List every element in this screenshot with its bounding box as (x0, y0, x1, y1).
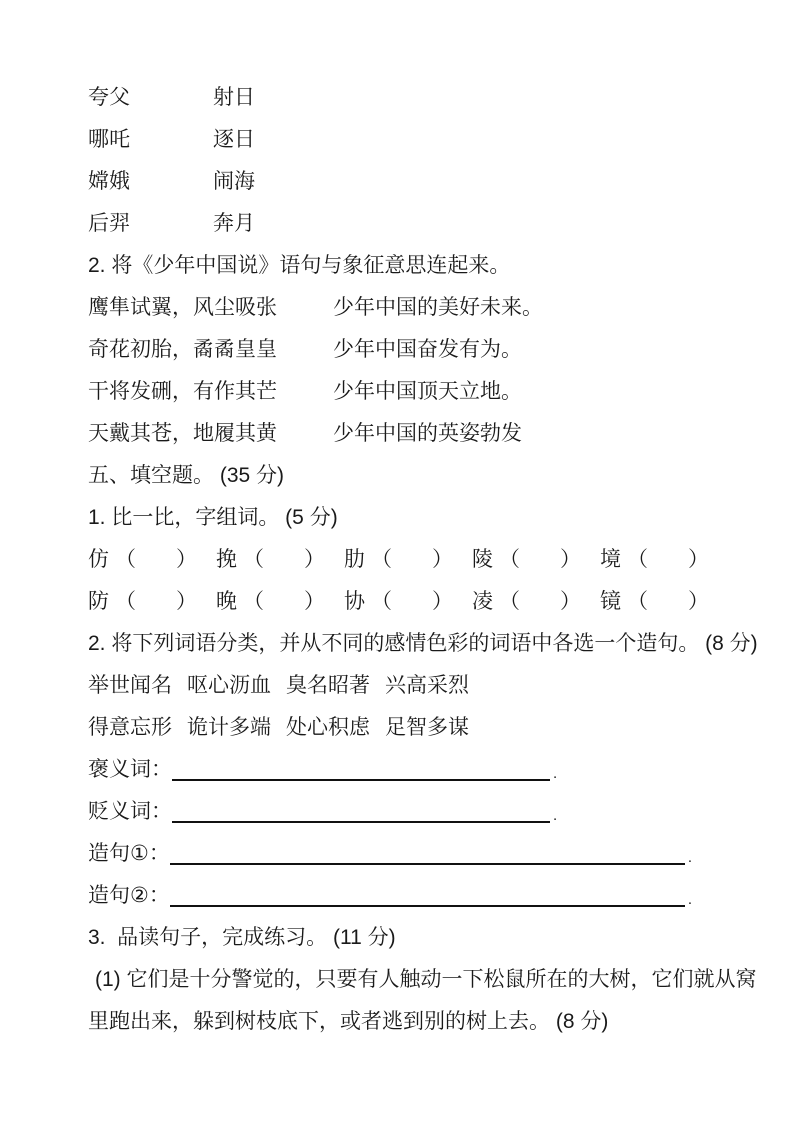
idiom-word: 足智多谋 (385, 715, 469, 739)
char-paren-group (472, 549, 581, 570)
compare-char: 防 (88, 589, 109, 613)
q5-3-heading: 3. 品读句子，完成练习。 (11 分) (88, 925, 396, 949)
char-paren-group (600, 549, 709, 570)
myth-match-row (88, 202, 753, 244)
idiom-word: 呕心沥血 (187, 673, 271, 697)
myth-match-left: 哪吒 (88, 127, 130, 151)
blank-row-negative-words (88, 790, 753, 832)
paren-close: ） (560, 589, 581, 613)
paren-close: ） (432, 547, 453, 571)
compare-char: 晚 (216, 589, 237, 613)
paren-open: （ (371, 547, 392, 571)
blank-period: . (687, 849, 692, 866)
blank-period: . (553, 807, 558, 824)
shaonian-match-left: 天戴其苍，地履其黄 (88, 421, 277, 445)
shaonian-match-right: 少年中国的美好未来。 (333, 295, 543, 319)
myth-match-left: 夸父 (88, 85, 130, 109)
compare-char: 境 (600, 547, 621, 571)
shaonian-match-row (88, 286, 753, 328)
paren-close: ） (304, 547, 325, 571)
compare-char: 挽 (216, 547, 237, 571)
question2-heading: 2. 将《少年中国说》语句与象征意思连起来。 (88, 253, 511, 277)
shaonian-match-left: 干将发硎，有作其芒 (88, 379, 277, 403)
shaonian-match-row (88, 328, 753, 370)
paren-open: （ (627, 589, 648, 613)
myth-match-row (88, 118, 753, 160)
q5-1-row2 (88, 580, 753, 622)
paren-open: （ (115, 589, 136, 613)
myth-match-row (88, 160, 753, 202)
idiom-word: 臭名昭著 (286, 673, 370, 697)
myth-match-right: 逐日 (213, 127, 255, 151)
blank-period: . (553, 765, 558, 782)
compare-char: 陵 (472, 547, 493, 571)
paren-open: （ (115, 547, 136, 571)
shaonian-match-left: 奇花初胎，矞矞皇皇 (88, 337, 277, 361)
myth-match-row (88, 76, 753, 118)
paren-open: （ (243, 547, 264, 571)
char-paren-group (88, 549, 197, 570)
shaonian-match-row (88, 412, 753, 454)
paren-open: （ (627, 547, 648, 571)
paren-close: ） (560, 547, 581, 571)
paren-open: （ (243, 589, 264, 613)
q5-3-item1-line2: 里跑出来，躲到树枝底下，或者逃到别的树上去。 (8 分) (88, 1009, 609, 1033)
char-paren-group (216, 549, 325, 570)
shaonian-match-right: 少年中国的英姿勃发 (333, 421, 522, 445)
shaonian-match-row (88, 370, 753, 412)
blank-label: 造句②： (88, 883, 170, 907)
myth-match-left: 后羿 (88, 211, 130, 235)
q5-1-heading: 1. 比一比，字组词。 (5 分) (88, 505, 338, 529)
q5-2-words-row1 (88, 664, 753, 706)
char-paren-group (88, 591, 197, 612)
shaonian-match-left: 鹰隼试翼，风尘吸张 (88, 295, 277, 319)
blank-period: . (687, 891, 692, 908)
blank-label: 褒义词： (88, 757, 172, 781)
idiom-word: 诡计多端 (187, 715, 271, 739)
answer-blank-line (172, 820, 550, 823)
answer-blank-line (170, 904, 685, 907)
blank-row-sentence-2 (88, 874, 753, 916)
blank-row-sentence-1 (88, 832, 753, 874)
char-paren-group (216, 591, 325, 612)
paren-close: ） (432, 589, 453, 613)
paren-open: （ (371, 589, 392, 613)
paren-open: （ (499, 589, 520, 613)
idiom-word: 兴高采烈 (385, 673, 469, 697)
paren-close: ） (688, 589, 709, 613)
char-paren-group (472, 591, 581, 612)
myth-match-right: 奔月 (213, 211, 255, 235)
compare-char: 肋 (344, 547, 365, 571)
shaonian-match-right: 少年中国顶天立地。 (333, 379, 522, 403)
q5-2-heading: 2. 将下列词语分类，并从不同的感情色彩的词语中各选一个造句。 (8 分) (88, 631, 758, 655)
shaonian-match-right: 少年中国奋发有为。 (333, 337, 522, 361)
paren-close: ） (688, 547, 709, 571)
myth-match-left: 嫦娥 (88, 169, 130, 193)
idiom-word: 得意忘形 (88, 715, 172, 739)
idiom-word: 处心积虑 (286, 715, 370, 739)
answer-blank-line (172, 778, 550, 781)
compare-char: 镜 (600, 589, 621, 613)
q5-2-words-row2 (88, 706, 753, 748)
char-paren-group (600, 591, 709, 612)
compare-char: 仿 (88, 547, 109, 571)
q5-3-item1-line1: (1) 它们是十分警觉的，只要有人触动一下松鼠所在的大树，它们就从窝 (95, 967, 757, 991)
paren-open: （ (499, 547, 520, 571)
idiom-word: 举世闻名 (88, 673, 172, 697)
paren-close: ） (176, 547, 197, 571)
blank-row-positive-words (88, 748, 753, 790)
compare-char: 凌 (472, 589, 493, 613)
myth-match-right: 射日 (213, 85, 255, 109)
paren-close: ） (304, 589, 325, 613)
char-paren-group (344, 549, 453, 570)
section5-heading: 五、填空题。 (35 分) (88, 463, 285, 487)
blank-label: 造句①： (88, 841, 170, 865)
blank-label: 贬义词： (88, 799, 172, 823)
compare-char: 协 (344, 589, 365, 613)
myth-match-right: 闹海 (213, 169, 255, 193)
q5-1-row1 (88, 538, 753, 580)
paren-close: ） (176, 589, 197, 613)
char-paren-group (344, 591, 453, 612)
answer-blank-line (170, 862, 685, 865)
